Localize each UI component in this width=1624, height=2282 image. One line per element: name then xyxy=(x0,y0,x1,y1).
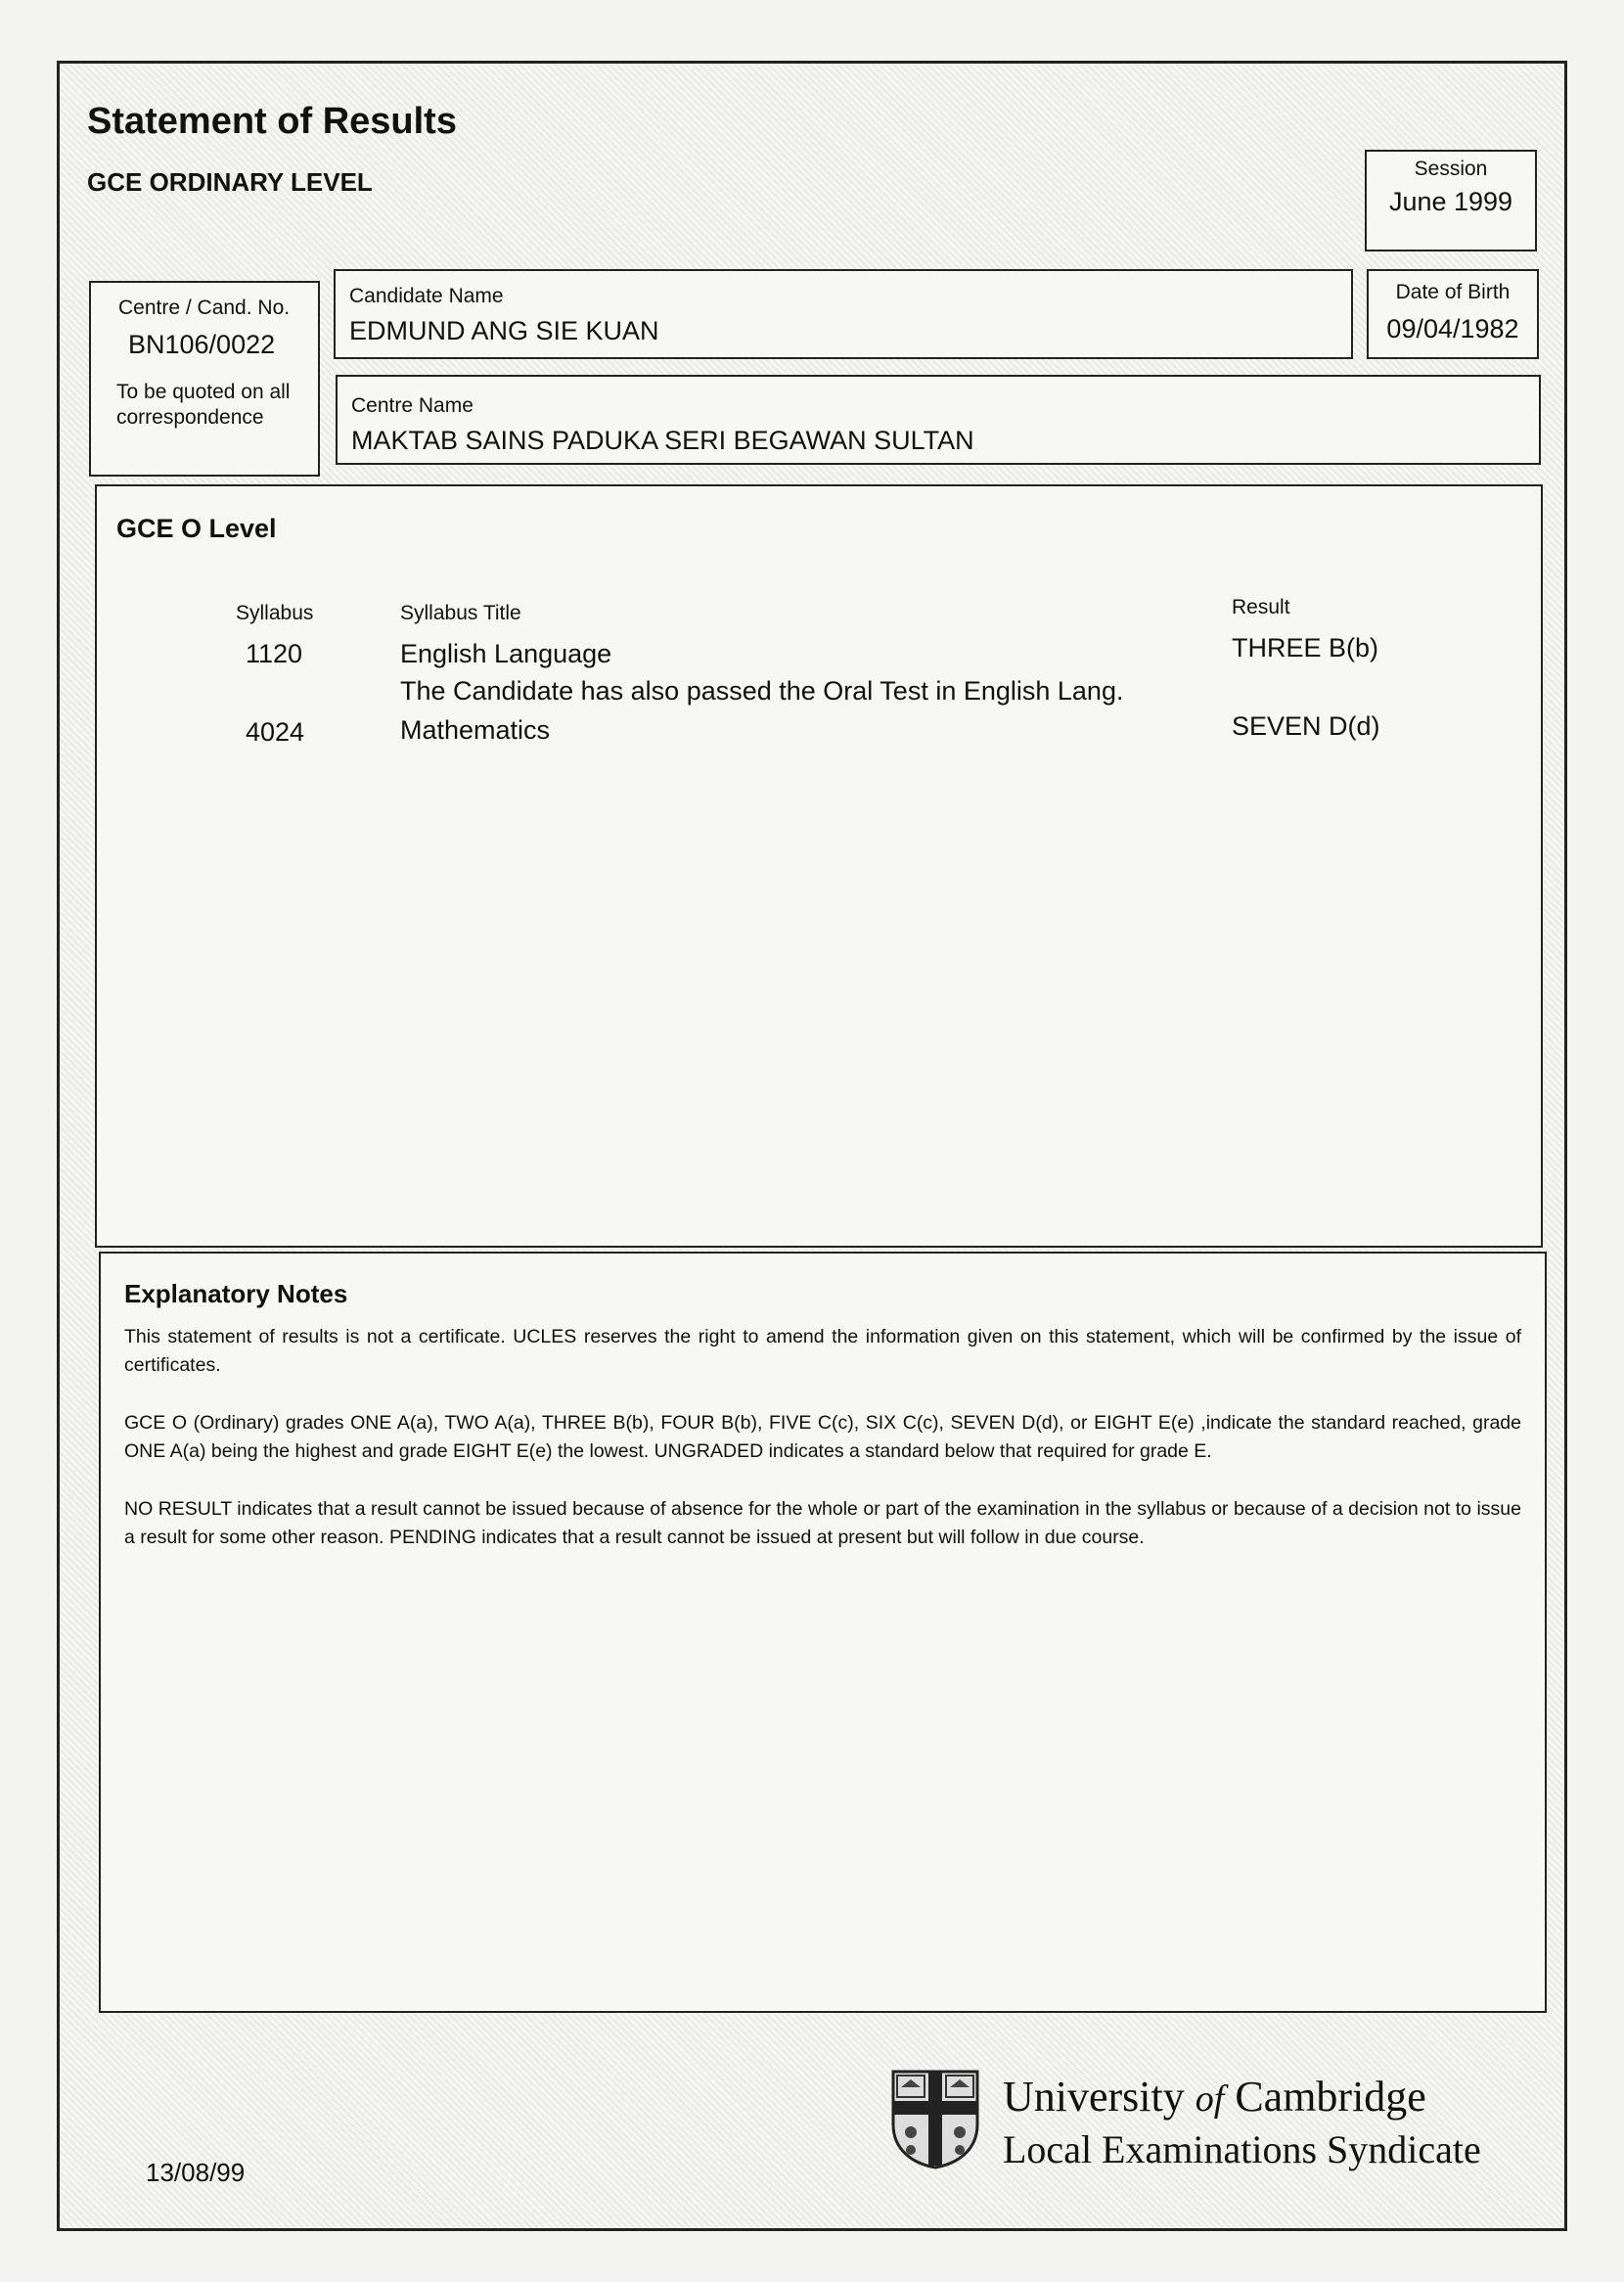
result-grade: SEVEN D(d) xyxy=(1232,711,1380,741)
result-row xyxy=(97,633,1541,672)
university-name xyxy=(1003,2072,1426,2122)
centre-cand-box xyxy=(89,281,320,477)
syllabus-title: The Candidate has also passed the Oral Test in English Lang. xyxy=(400,676,1124,706)
dob-value: 09/04/1982 xyxy=(1386,314,1519,343)
syllabus-title: Mathematics xyxy=(400,715,551,745)
explanatory-notes-box xyxy=(99,1252,1547,2013)
results-heading: GCE O Level xyxy=(116,514,277,543)
result-row xyxy=(97,672,1541,711)
statement-sheet xyxy=(57,61,1567,2231)
centre-cand-label: Centre / Cand. No. xyxy=(118,297,291,319)
dob-box xyxy=(1367,269,1539,359)
syndicate-name: Local Examinations Syndicate xyxy=(1003,2127,1481,2171)
dob-label: Date of Birth xyxy=(1395,281,1511,303)
notes-paragraph-no-result: NO RESULT indicates that a result cannot be issued because of absence for the whole or part of the examination in the syllabus or because of a decision not to issue a result for some other reason. PENDING indicates that a result cannot be issued at present but will follow in due course. xyxy=(124,1498,1521,1548)
candidate-name-label: Candidate Name xyxy=(349,285,504,307)
logo-cambridge-word: Cambridge xyxy=(1235,2073,1426,2121)
centre-name-label: Centre Name xyxy=(351,394,474,417)
session-value: June 1999 xyxy=(1388,187,1513,216)
notes-paragraph-grades: GCE O (Ordinary) grades ONE A(a), TWO A(a), THREE B(b), FOUR B(b), FIVE C(c), SIX C(c), SEVEN D(d), or EIGHT E(e) ,indicate the standard reached, grade ONE A(a) being the highest and grade EIGHT E(e) the lowest. UNGRADED indicates a standard below that required for grade E. xyxy=(124,1412,1521,1462)
document-title: Statement of Results xyxy=(87,101,457,142)
candidate-name-box xyxy=(334,269,1353,359)
document-subtitle: GCE ORDINARY LEVEL xyxy=(87,167,373,197)
result-grade: THREE B(b) xyxy=(1232,633,1379,662)
cambridge-logo xyxy=(889,2068,1574,2175)
syllabus-title: English Language xyxy=(400,639,612,668)
centre-name-box xyxy=(336,375,1541,465)
quote-note-line2: correspondence xyxy=(116,406,264,429)
notes-paragraph-certificate: This statement of results is not a certificate. UCLES reserves the right to amend the information given on this statement, which will be confirmed by the issue of certificates. xyxy=(124,1326,1521,1376)
syllabus-code: 4024 xyxy=(246,717,305,747)
notes-heading: Explanatory Notes xyxy=(124,1279,348,1308)
cambridge-crest-icon xyxy=(889,2068,981,2169)
results-box xyxy=(95,484,1543,1248)
candidate-name-value: EDMUND ANG SIE KUAN xyxy=(349,316,659,345)
col-result-header: Result xyxy=(1232,596,1290,618)
col-title-header: Syllabus Title xyxy=(400,602,521,624)
col-syllabus-header: Syllabus xyxy=(236,602,314,624)
quote-note-line1: To be quoted on all xyxy=(116,381,291,403)
syllabus-code: 1120 xyxy=(246,639,303,668)
logo-of-word: of xyxy=(1195,2078,1225,2120)
centre-name-value: MAKTAB SAINS PADUKA SERI BEGAWAN SULTAN xyxy=(351,426,974,455)
issue-date: 13/08/99 xyxy=(146,2158,246,2187)
session-label: Session xyxy=(1414,158,1488,180)
centre-cand-value: BN106/0022 xyxy=(128,330,276,359)
result-row xyxy=(97,711,1541,751)
logo-university-word: University xyxy=(1003,2073,1185,2121)
session-box xyxy=(1365,150,1537,251)
